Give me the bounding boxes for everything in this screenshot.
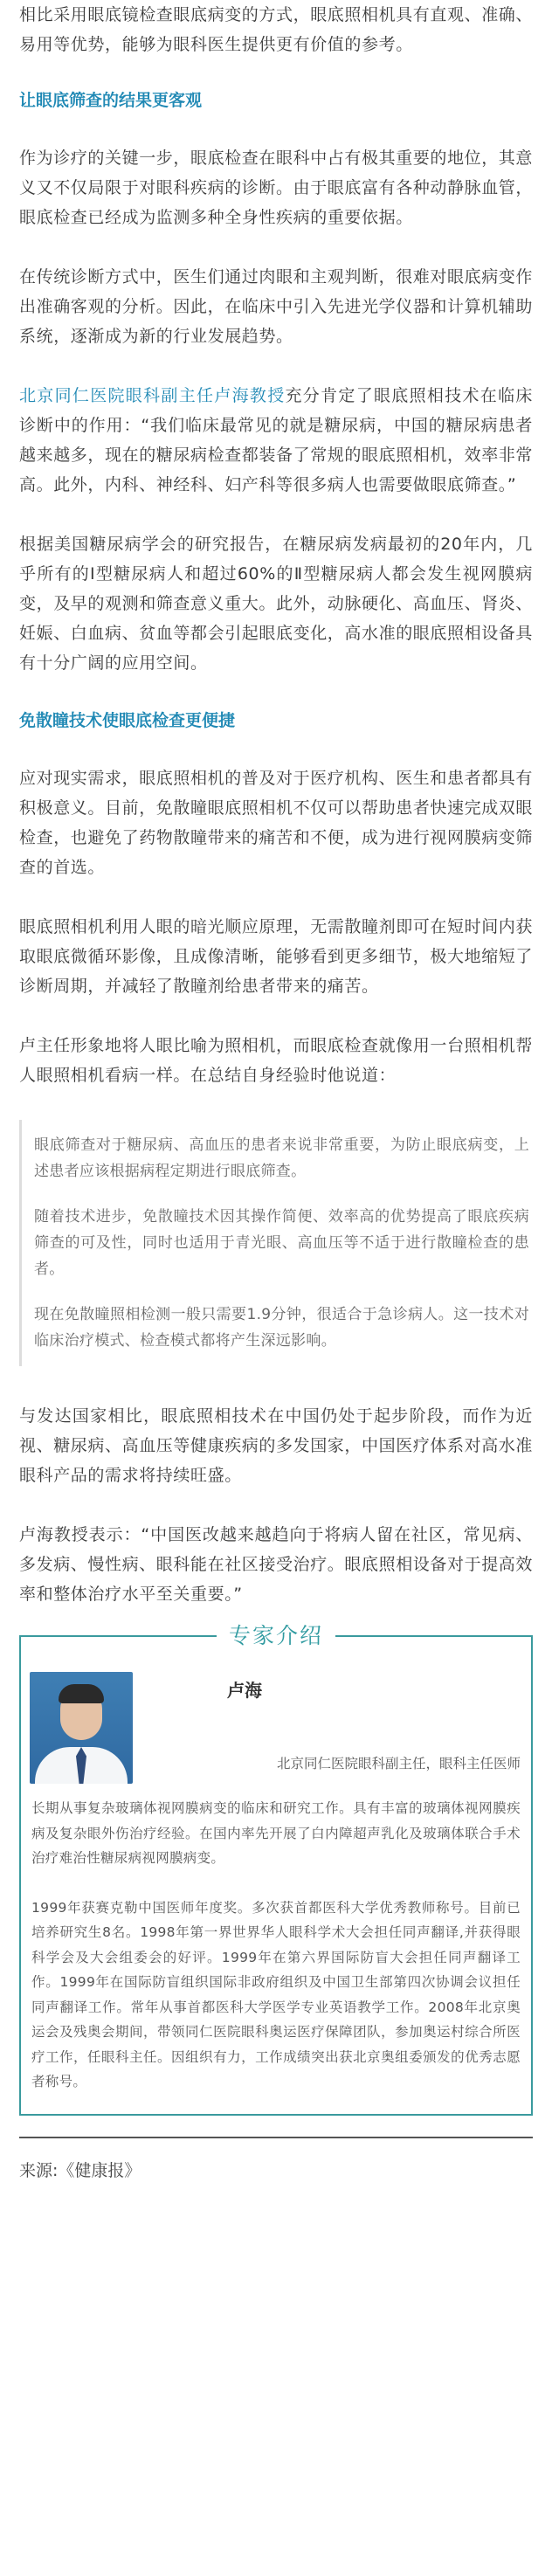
expert-name: 卢海 bbox=[227, 1680, 262, 1701]
expert-box-title: 专家介绍 bbox=[217, 1621, 335, 1651]
highlight-expert-name: 北京同仁医院眼科副主任卢海教授 bbox=[19, 386, 286, 405]
paragraph: 作为诊疗的关键一步，眼底检查在眼科中占有极其重要的地位，其意义又不仅局限于对眼科疾病的诊断。由于眼底富有各种动静脉血管，眼底检查已经成为监测多种全身性疾病的重要依据。 bbox=[19, 148, 534, 227]
expert-info bbox=[133, 1672, 521, 1775]
source-note: 来源:《健康报》 bbox=[19, 2160, 141, 2180]
paragraph-lu-hai-quote bbox=[19, 381, 533, 500]
expert-position: 北京同仁医院眼科副主任，眼科主任医师 bbox=[276, 1756, 521, 1771]
divider bbox=[19, 2137, 533, 2138]
paragraph-text: 充分肯定了眼底照相技术在临床诊断中的作用：“我们临床最常见的就是糖尿病，中国的糖尿病患者越来越多，现在的糖尿病检查都装备了常规的眼底照相机，效率非常高。此外，内科、神经科、妇产科等很多病人也需要做眼底筛查。” bbox=[19, 386, 534, 494]
quote-paragraph: 随着技术进步，免散瞳技术因其操作简便、效率高的优势提高了眼底疾病筛查的可及性，同时也适用于青光眼、高血压等不适于进行散瞳检查的患者。 bbox=[34, 1208, 529, 1278]
quote-paragraph: 眼底筛查对于糖尿病、高血压的患者来说非常重要，为防止眼底病变，上述患者应该根据病程定期进行眼底筛查。 bbox=[34, 1136, 529, 1180]
section-title-objective: 让眼底筛查的结果更客观 bbox=[19, 91, 203, 110]
paragraph: 在传统诊断方式中，医生们通过肉眼和主观判断，很难对眼底病变作出准确客观的分析。因此，在临床中引入先进光学仪器和计算机辅助系统，逐渐成为新的行业发展趋势。 bbox=[19, 267, 534, 346]
expert-intro-box bbox=[19, 1623, 533, 2116]
expert-header bbox=[21, 1672, 531, 1784]
paragraph: 应对现实需求，眼底照相机的普及对于医疗机构、医生和患者都具有积极意义。目前，免散瞳眼底照相机不仅可以帮助患者快速完成双眼检查，也避免了药物散瞳带来的痛苦和不便，成为进行视网膜病变筛查的首选。 bbox=[19, 769, 534, 877]
expert-bio bbox=[21, 1784, 531, 2095]
doctor-portrait bbox=[30, 1672, 133, 1784]
quote-paragraph: 现在免散瞳照相检测一般只需要1.9分钟，很适合于急诊病人。这一技术对临床治疗模式、检查模式都将产生深远影响。 bbox=[34, 1306, 529, 1350]
paragraph: 眼底照相机利用人眼的暗光顺应原理，无需散瞳剂即可在短时间内获取眼底微循环影像，且成像清晰，能够看到更多细节，极大地缩短了诊断周期，并减轻了散瞳剂给患者带来的痛苦。 bbox=[19, 917, 534, 996]
intro-paragraph: 相比采用眼底镜检查眼底病变的方式，眼底照相机具有直观、准确、易用等优势，能够为眼科医生提供更有价值的参考。 bbox=[19, 5, 534, 54]
paragraph: 卢海教授表示：“中国医改越来越趋向于将病人留在社区，常见病、多发病、慢性病、眼科能在社区接受治疗。眼底照相设备对于提高效率和整体治疗水平至关重要。” bbox=[19, 1525, 534, 1604]
section-title-mydriasis-free: 免散瞳技术使眼底检查更便捷 bbox=[19, 711, 236, 730]
bio-paragraph: 长期从事复杂玻璃体视网膜病变的临床和研究工作。具有丰富的玻璃体视网膜疾病及复杂眼外伤治疗经验。在国内率先开展了白内障超声乳化及玻璃体联合手术治疗难治性糖尿病视网膜病变。 bbox=[31, 1800, 521, 1866]
paragraph: 卢主任形象地将人眼比喻为照相机，而眼底检查就像用一台照相机帮人眼照相机看病一样。在总结自身经验时他说道： bbox=[19, 1036, 534, 1085]
paragraph: 根据美国糖尿病学会的研究报告，在糖尿病发病最初的20年内，几乎所有的Ⅰ型糖尿病人和超过60%的Ⅱ型糖尿病人都会发生视网膜病变，及早的观测和筛查意义重大。此外，动脉硬化、高血压、肾炎、妊娠、白血病、贫血等都会引起眼底变化，高水准的眼底照相设备具有十分广阔的应用空间。 bbox=[19, 535, 534, 673]
blockquote bbox=[19, 1120, 533, 1366]
bio-paragraph: 1999年获赛克勒中国医师年度奖。多次获首都医科大学优秀教师称号。目前已培养研究生8名。1998年第一界世界华人眼科学术大会担任同声翻译,并获得眼科学会及大会组委会的好评。1999年在第六界国际防盲大会担任同声翻译工作。1999年在国际防盲组织国际非政府组织及中国卫生部第四次协调会议担任同声翻译工作。常年从事首都医科大学医学专业英语教学工作。2008年北京奥运会及残奥会期间，带领同仁医院眼科奥运医疗保障团队，参加奥运村综合所医疗工作，任眼科主任。因组织有力，工作成绩突出获北京奥组委颁发的优秀志愿者称号。 bbox=[31, 1899, 521, 2089]
paragraph: 与发达国家相比，眼底照相技术在中国仍处于起步阶段，而作为近视、糖尿病、高血压等健康疾病的多发国家，中国医疗体系对高水准眼科产品的需求将持续旺盛。 bbox=[19, 1406, 534, 1485]
